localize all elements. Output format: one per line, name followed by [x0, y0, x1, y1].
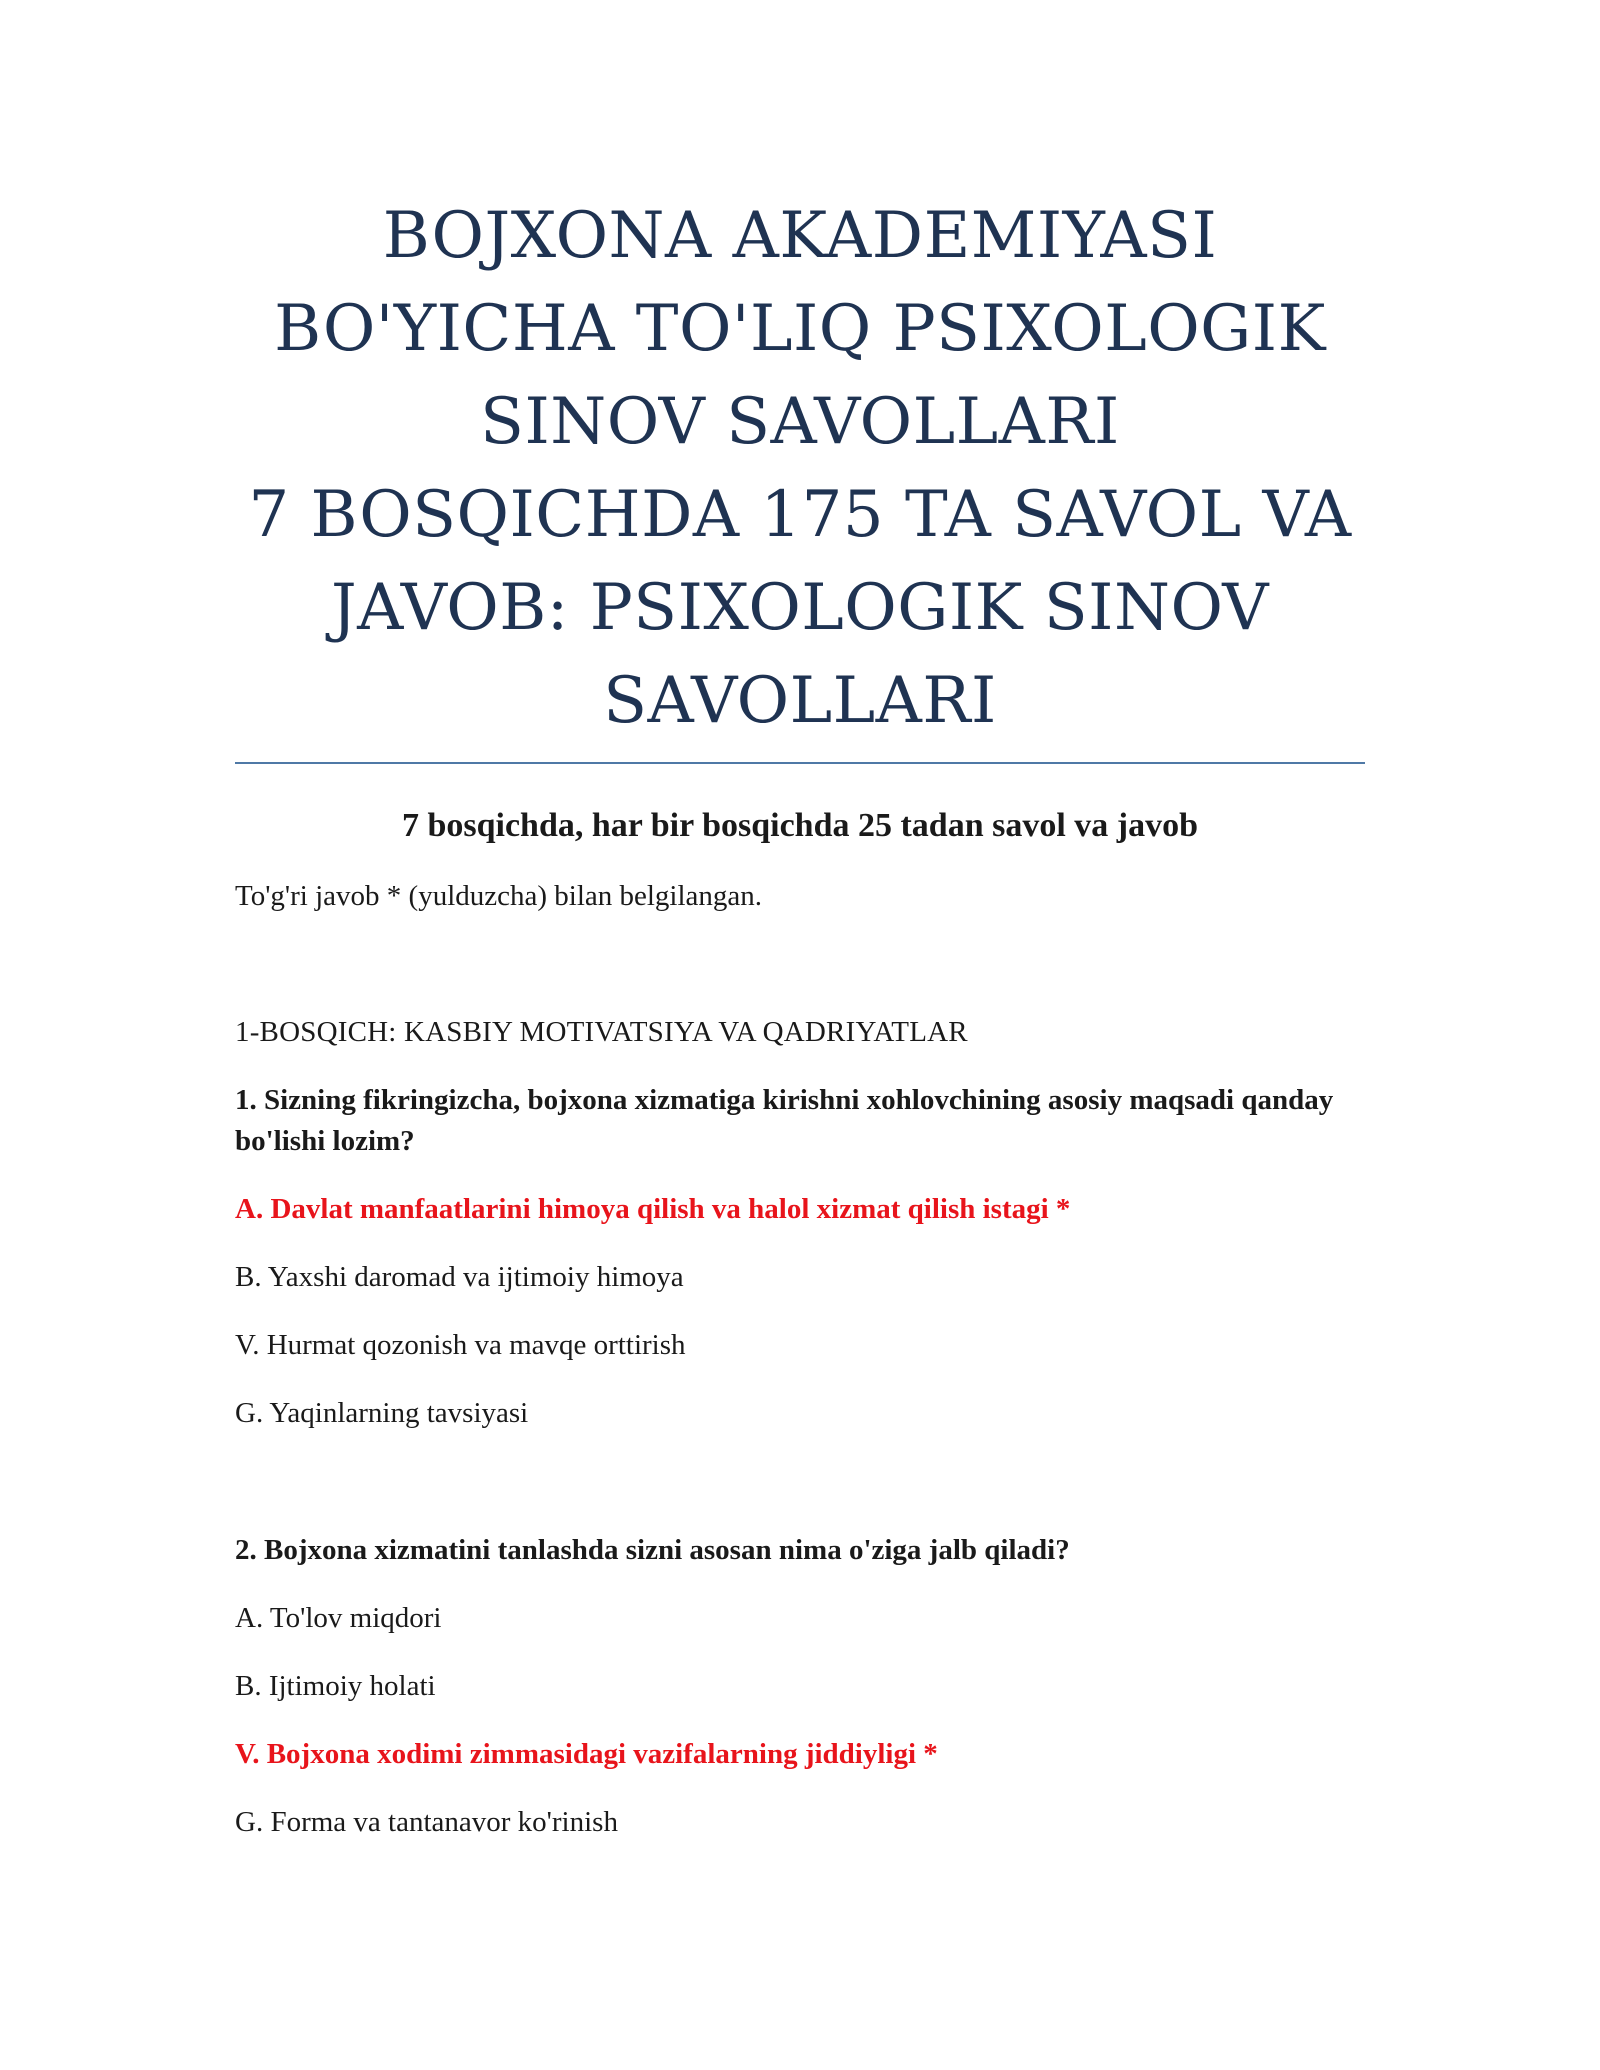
title-line: 7 BOSQICHDA 175 TA SAVOL VA — [248, 478, 1352, 552]
question-block-1 — [235, 1080, 1365, 1434]
question-text: 1. Sizning fikringizcha, bojxona xizmatiga kirishni xohlovchining asosiy maqsadi qanday bo'lishi lozim? — [235, 1084, 1334, 1157]
title-line: BO'YICHA TO'LIQ PSIXOLOGIK — [274, 292, 1326, 366]
answer-option: B. Yaxshi daromad va ijtimoiy himoya — [235, 1261, 684, 1293]
document-page — [235, 190, 1365, 1843]
title-line: JAVOB: PSIXOLOGIK SINOV — [331, 571, 1269, 645]
answer-option-correct: A. Davlat manfaatlarini himoya qilish va halol xizmat qilish istagi * — [235, 1193, 1071, 1225]
answer-option: G. Yaqinlarning tavsiyasi — [235, 1397, 529, 1429]
document-title — [235, 190, 1365, 748]
answer-option-correct: V. Bojxona xodimi zimmasidagi vazifalarning jiddiyligi * — [235, 1738, 938, 1770]
title-line: BOJXONA AKADEMIYASI — [382, 199, 1218, 273]
answer-option: B. Ijtimoiy holati — [235, 1670, 436, 1702]
spacer — [235, 1434, 1365, 1502]
answer-option: G. Forma va tantanavor ko'rinish — [235, 1806, 618, 1838]
section-heading: 1-BOSQICH: KASBIY MOTIVATSIYA VA QADRIYATLAR — [235, 1016, 968, 1048]
answer-option: A. To'lov miqdori — [235, 1602, 442, 1634]
document-subtitle: 7 bosqichda, har bir bosqichda 25 tadan savol va javob — [401, 807, 1199, 844]
question-block-2 — [235, 1530, 1365, 1843]
title-divider — [235, 762, 1365, 764]
title-line: SINOV SAVOLLARI — [480, 385, 1120, 459]
title-line: SAVOLLARI — [603, 664, 997, 738]
answer-key-note: To'g'ri javob * (yulduzcha) bilan belgilangan. — [235, 880, 763, 912]
question-text: 2. Bojxona xizmatini tanlashda sizni asosan nima o'ziga jalb qiladi? — [235, 1534, 1070, 1566]
answer-option: V. Hurmat qozonish va mavqe orttirish — [235, 1329, 686, 1361]
